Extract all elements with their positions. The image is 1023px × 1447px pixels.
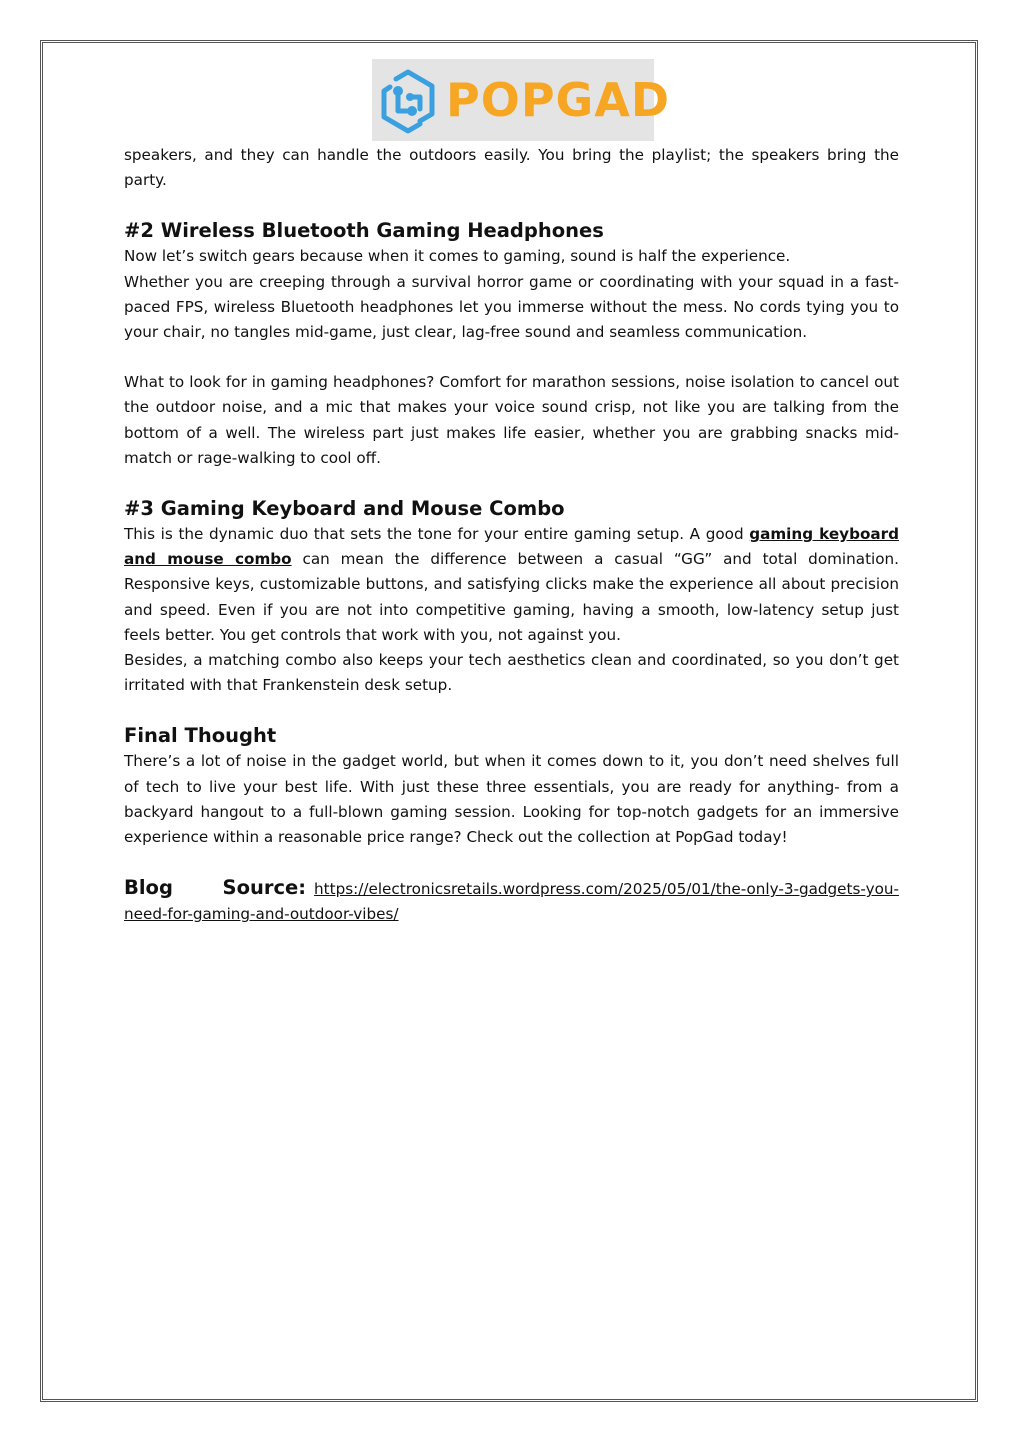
hexagon-circuit-icon [376, 67, 440, 137]
intro-paragraph: speakers, and they can handle the outdoors easily. You bring the playlist; the speakers bring the party. [124, 146, 899, 190]
section-heading-headphones: #2 Wireless Bluetooth Gaming Headphones [124, 219, 604, 243]
paragraph-keyboard-2: Besides, a matching combo also keeps your tech aesthetics clean and coordinated, so you don’t get irritated with that Frankenstein desk setup. [124, 651, 899, 695]
blog-source-url-link[interactable]: https://electronicsretails.wordpress.com/2025/05/01/the-only-3-gadgets-you-need-for-gaming-and-outdoor-vibes/ [124, 880, 899, 924]
paragraph-keyboard-1-end: can mean the difference between a casual “GG” and total domination. Responsive keys, customizable buttons, and satisfying clicks make the experience all about precision and speed. Even if you are not into competitive gaming, having a smooth, low-latency setup just feels better. You get controls that work with you, not against you. [124, 550, 899, 644]
paragraph-headphones-lead: Now let’s switch gears because when it comes to gaming, sound is half the experience. [124, 247, 791, 266]
paragraph-keyboard-1-start: This is the dynamic duo that sets the tone for your entire gaming setup. A good [124, 525, 750, 544]
gaming-keyboard-combo-link[interactable]: gaming keyboard and mouse combo [124, 525, 899, 569]
popgad-logo [372, 59, 671, 141]
document-body [124, 143, 899, 928]
section-heading-keyboard: #3 Gaming Keyboard and Mouse Combo [124, 497, 565, 521]
paragraph-final-thought: There’s a lot of noise in the gadget world, but when it comes down to it, you don’t need shelves full of tech to live your best life. With just these three essentials, you are ready for anything- from a backyard hangout to a full-blown gaming session. Looking for top-notch gadgets for an immersive experience within a reasonable price range? Check out the collection at PopGad today! [124, 752, 899, 847]
paragraph-headphones-2: What to look for in gaming headphones? Comfort for marathon sessions, noise isolation to cancel out the outdoor noise, and a mic that makes your voice sound crisp, not like you are talking from the bottom of a well. The wireless part just makes life easier, whether you are grabbing snacks mid-match or rage-walking to cool off. [124, 373, 899, 467]
blog-source-label: Blog Source: [124, 876, 307, 900]
section-heading-final-thought: Final Thought [124, 724, 277, 748]
logo-text: POPGAD [446, 73, 671, 127]
blog-source [124, 875, 899, 927]
paragraph-keyboard-1 [124, 522, 899, 648]
paragraph-headphones-1: Whether you are creeping through a survival horror game or coordinating with your squad in a fast-paced FPS, wireless Bluetooth headphones let you immerse without the mess. No cords tying you to your chair, no tangles mid-game, just clear, lag-free sound and seamless communication. [124, 272, 899, 342]
